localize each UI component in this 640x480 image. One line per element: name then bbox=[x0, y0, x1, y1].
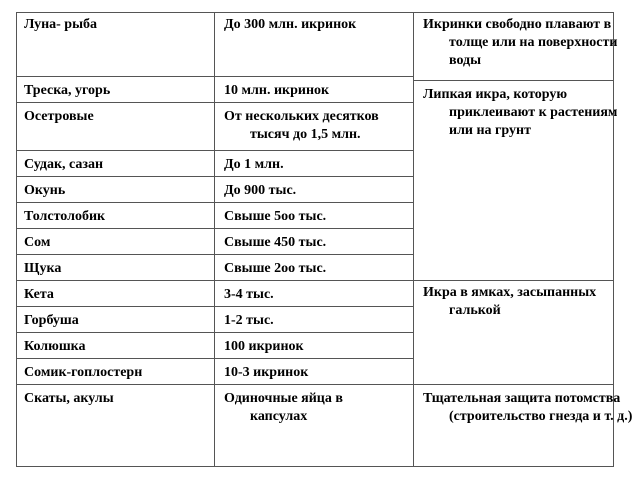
egg-count-cell: Одиночные яйца в капсулах bbox=[224, 391, 343, 424]
fish-fecundity-table bbox=[16, 12, 633, 466]
species-cell: Окунь bbox=[24, 183, 66, 198]
egg-count-cell: Свыше 450 тыс. bbox=[224, 235, 327, 250]
row-divider bbox=[413, 80, 613, 81]
care-cell: Тщательная защита потомства (строительство гнезда и т. д.) bbox=[423, 391, 633, 424]
species-cell: Сомик-гоплостерн bbox=[24, 365, 143, 380]
row-divider bbox=[16, 176, 413, 177]
species-cell: Судак, сазан bbox=[24, 157, 104, 172]
egg-count-cell: Свыше 2оо тыс. bbox=[224, 261, 327, 276]
care-cell: Липкая икра, которую приклеивают к растениям или на грунт bbox=[423, 87, 618, 138]
row-divider bbox=[16, 306, 413, 307]
row-divider bbox=[16, 76, 413, 77]
species-cell: Горбуша bbox=[24, 313, 79, 328]
egg-count-cell: До 1 млн. bbox=[224, 157, 284, 172]
species-cell: Треска, угорь bbox=[24, 83, 111, 98]
row-divider bbox=[16, 202, 413, 203]
row-divider bbox=[16, 332, 413, 333]
care-cell: Икра в ямках, засыпанных галькой bbox=[423, 285, 597, 318]
care-cell: Икринки свободно плавают в толще или на поверхности воды bbox=[423, 17, 618, 68]
row-divider bbox=[16, 254, 413, 255]
row-divider bbox=[16, 228, 413, 229]
species-cell: Колюшка bbox=[24, 339, 86, 354]
species-cell: Скаты, акулы bbox=[24, 391, 114, 406]
row-divider bbox=[16, 150, 413, 151]
egg-count-cell: До 300 млн. икринок bbox=[224, 17, 357, 32]
species-cell: Кета bbox=[24, 287, 54, 302]
row-divider bbox=[16, 102, 413, 103]
species-cell: Толстолобик bbox=[24, 209, 106, 224]
egg-count-cell: 100 икринок bbox=[224, 339, 304, 354]
column-divider bbox=[214, 12, 215, 466]
row-divider bbox=[16, 384, 613, 385]
egg-count-cell: Свыше 5оо тыс. bbox=[224, 209, 327, 224]
egg-count-cell: До 900 тыс. bbox=[224, 183, 297, 198]
species-cell: Щука bbox=[24, 261, 62, 276]
species-cell: Сом bbox=[24, 235, 51, 250]
egg-count-cell: 3-4 тыс. bbox=[224, 287, 274, 302]
egg-count-cell: 10 млн. икринок bbox=[224, 83, 330, 98]
egg-count-cell: От нескольких десятков тысяч до 1,5 млн. bbox=[224, 109, 379, 142]
egg-count-cell: 10-3 икринок bbox=[224, 365, 309, 380]
species-cell: Осетровые bbox=[24, 109, 94, 124]
species-cell: Луна- рыба bbox=[24, 17, 98, 32]
egg-count-cell: 1-2 тыс. bbox=[224, 313, 274, 328]
row-divider bbox=[16, 280, 613, 281]
row-divider bbox=[16, 358, 413, 359]
